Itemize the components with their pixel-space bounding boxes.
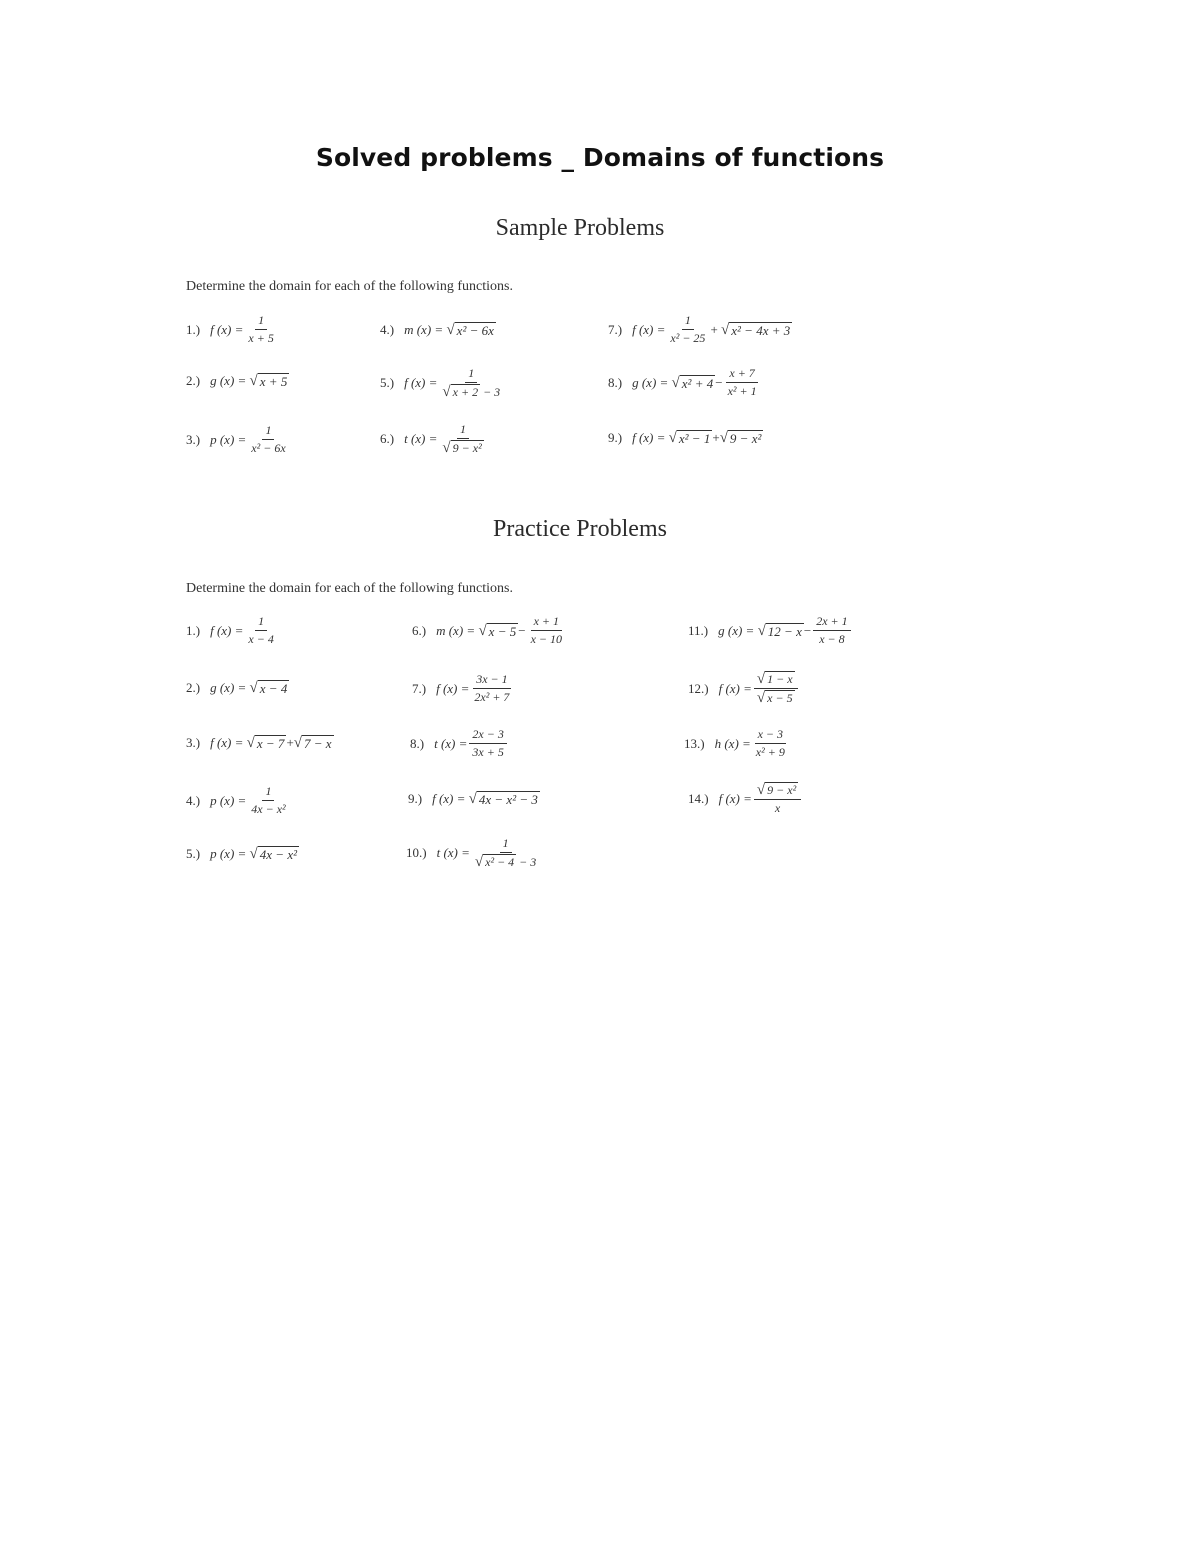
practice-problem-12: 12.) f (x) = √ 1 − x √ x − 5 [688, 671, 800, 706]
practice-problem-9: 9.) f (x) = √ 4x − x² − 3 [408, 791, 538, 807]
practice-problem-14: 14.) f (x) = √ 9 − x² x [688, 782, 803, 816]
sample-problems-heading: Sample Problems [495, 215, 665, 241]
practice-problems-heading: Practice Problems [493, 516, 667, 542]
practice-problem-2: 2.) g (x) = √ x − 4 [186, 680, 288, 696]
sample-problem-9: 9.) f (x) = √ x² − 1 + √ 9 − x² [608, 430, 762, 446]
practice-problem-3: 3.) f (x) = √ x − 7 + √ 7 − x [186, 735, 332, 751]
practice-problem-4: 4.) p (x) = $\frac{1}{\text{4x − x²}}$ [186, 784, 286, 816]
practice-problem-1: 1.) f (x) = $\frac{1}{x - 4}$ [186, 614, 274, 646]
sample-problem-5: 5.) f (x) = 1 √ x + 2 − 3 [380, 366, 501, 400]
practice-problem-13: 13.) h (x) = $\frac{x - 3}{\text{x² + 9}}$ [684, 727, 785, 759]
sample-problem-7: 7.) f (x) = $\frac{1}{\text{x² − 25}}$ + √ x² − 4x + 3 [608, 313, 791, 345]
sample-problem-8: 8.) g (x) = √ x² + 4 − $\frac{x + 7}{\text{x² + 1}}$ [608, 366, 757, 398]
practice-problem-5: 5.) p (x) = √ 4x − x² [186, 846, 297, 862]
practice-problem-11: 11.) g (x) = √ 12 − x − $\frac{2x + 1}{x - 8}$ [688, 614, 853, 647]
practice-problem-6: 6.) m (x) = √ x − 5 − $\frac{x + 1}{x - 10}$ [412, 614, 562, 646]
sample-problem-3: 3.) p (x) = $\frac{1}{\text{x² − 6x}}$ [186, 423, 286, 455]
sample-instruction: Determine the domain for each of the following functions. [186, 279, 513, 294]
practice-problem-8: 8.) t (x) = $\frac{2x - 3}{3x + 5}$ [410, 727, 509, 760]
practice-problem-10: 10.) t (x) = 1 √ x² − 4 − 3 [406, 836, 537, 870]
page-title: Solved problems _ Domains of functions [315, 143, 885, 172]
practice-instruction: Determine the domain for each of the following functions. [186, 581, 513, 596]
sample-problem-1: 1.) f (x) = $\frac{1}{x + 5}$ [186, 313, 274, 345]
practice-problem-7: 7.) f (x) = $\frac{3x - 1}{\text{2x² + 7}}$ [412, 672, 510, 704]
sample-problem-2: 2.) g (x) = √ x + 5 [186, 373, 288, 389]
sample-problem-4: 4.) m (x) = √ x² − 6x [380, 322, 494, 338]
sample-problem-6: 6.) t (x) = 1 √ 9 − x² [380, 422, 482, 456]
